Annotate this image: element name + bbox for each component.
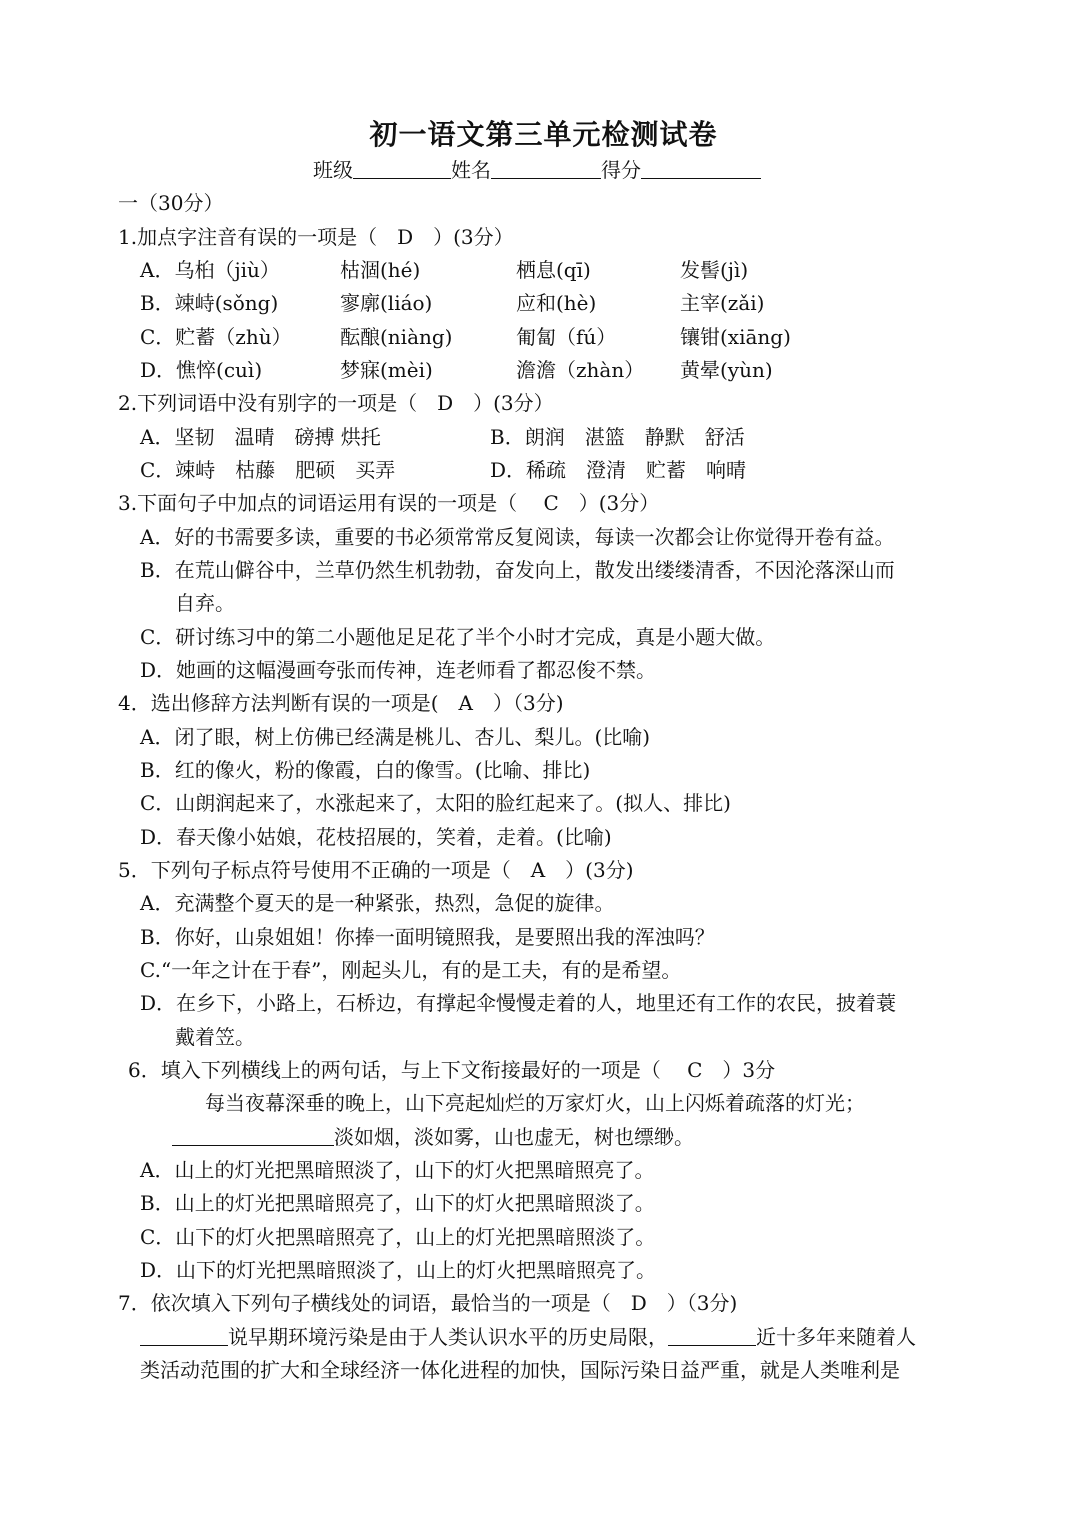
q1-a4: 发髻(jì)	[680, 258, 749, 282]
q5-option-a: A．充满整个夏天的是一种紧张，热烈，急促的旋律。	[140, 891, 615, 915]
q1-b2: 寥廓(liáo)	[340, 291, 433, 315]
q1-d4: 黄晕(yùn)	[680, 358, 773, 382]
q2-stem: 2.下列词语中没有别字的一项是（ D ）(3分）	[118, 391, 554, 415]
q7-blank-2	[668, 1325, 756, 1346]
q6-stem: 6．填入下列横线上的两句话，与上下文衔接最好的一项是（ C ）3分	[128, 1058, 776, 1082]
q4-option-a: A．闭了眼，树上仿佛已经满是桃儿、杏儿、梨儿。(比喻)	[140, 725, 651, 749]
q5-option-b: B．你好，山泉姐姐！你捧一面明镜照我，是要照出我的浑浊吗？	[140, 925, 715, 949]
q6-passage-line1: 每当夜幕深垂的晚上，山下亮起灿烂的万家灯火，山上闪烁着疏落的灯光；	[205, 1091, 865, 1115]
q1-b1: B．竦峙(sǒng)	[140, 291, 279, 315]
q1-row-a	[140, 255, 1040, 285]
q1-stem: 1.加点字注音有误的一项是（ D ）(3分）	[118, 225, 514, 249]
q6-option-b: B．山上的灯光把黑暗照亮了，山下的灯火把黑暗照淡了。	[140, 1191, 655, 1215]
q1-row-b	[140, 288, 1040, 318]
q4-option-b: B．红的像火，粉的像霞，白的像雪。(比喻、排比)	[140, 758, 591, 782]
q5-option-d-cont: 戴着笠。	[175, 1025, 255, 1049]
q1-b3: 应和(hè)	[516, 291, 597, 315]
q7-stem: 7．依次填入下列句子横线处的词语，最恰当的一项是（ D ）（3分)	[118, 1291, 738, 1315]
header-fields	[313, 155, 761, 185]
q5-option-c: C.“一年之计在于春”，刚起头儿，有的是工夫，有的是希望。	[140, 958, 682, 982]
name-blank	[491, 158, 601, 179]
q7-passage-line2: 类活动范围的扩大和全球经济一体化进程的加快，国际污染日益严重，就是人类唯利是	[140, 1358, 900, 1382]
q4-option-d: D．春天像小姑娘，花枝招展的，笑着，走着。(比喻)	[140, 825, 612, 849]
q1-d1: D．憔悴(cuì)	[140, 358, 263, 382]
q3-option-b: B．在荒山僻谷中，兰草仍然生机勃勃，奋发向上，散发出缕缕清香，不因沦落深山而	[140, 558, 895, 582]
q6-passage-text: 淡如烟，淡如雾，山也虚无，树也缥缈。	[334, 1125, 694, 1149]
q1-d3: 澹澹（zhàn）	[516, 358, 645, 382]
q7-text-2: 近十多年来随着人	[756, 1325, 916, 1349]
q1-c4: 镶钳(xiāng)	[680, 325, 791, 349]
q3-stem: 3.下面句子中加点的词语运用有误的一项是（ C ）(3分）	[118, 491, 660, 515]
q1-row-d	[140, 355, 1040, 385]
q1-a2: 枯涸(hé)	[340, 258, 421, 282]
q1-b4: 主宰(zǎi)	[680, 291, 765, 315]
q3-option-b-cont: 自弃。	[175, 591, 235, 615]
q6-passage-line2	[172, 1122, 694, 1152]
q1-d2: 梦寐(mèi)	[340, 358, 433, 382]
q2-option-a: A．坚韧 温晴 磅搏 烘托	[140, 425, 381, 449]
q2-option-c: C．竦峙 枯藤 肥硕 买弄	[140, 458, 396, 482]
class-blank	[353, 158, 451, 179]
q1-c3: 匍匐（fú）	[516, 325, 617, 349]
q6-option-a: A．山上的灯光把黑暗照淡了，山下的灯火把黑暗照亮了。	[140, 1158, 655, 1182]
q1-a3: 栖息(qī)	[516, 258, 591, 282]
q2-option-b: B．朗润 湛篮 静默 舒活	[490, 425, 745, 449]
score-label: 得分	[601, 158, 641, 182]
q3-option-d: D．她画的这幅漫画夸张而传神，连老师看了都忍俊不禁。	[140, 658, 657, 682]
page-title: 初一语文第三单元检测试卷	[369, 118, 718, 151]
q4-stem: 4．选出修辞方法判断有误的一项是( A ）（3分)	[118, 691, 564, 715]
q1-row-c	[140, 322, 1040, 352]
q5-option-d: D．在乡下，小路上，石桥边，有撑起伞慢慢走着的人，地里还有工作的农民，披着蓑	[140, 991, 897, 1015]
q3-option-a: A．好的书需要多读，重要的书必须常常反复阅读，每读一次都会让你觉得开卷有益。	[140, 525, 895, 549]
section-heading: 一（30分）	[118, 191, 224, 215]
q3-option-c: C．研讨练习中的第二小题他足足花了半个小时才完成，真是小题大做。	[140, 625, 776, 649]
q5-stem: 5．下列句子标点符号使用不正确的一项是（ A ）(3分)	[118, 858, 634, 882]
q4-option-c: C．山朗润起来了，水涨起来了，太阳的脸红起来了。(拟人、排比)	[140, 791, 731, 815]
q2-option-d: D．稀疏 澄清 贮蓄 响晴	[490, 458, 747, 482]
class-label: 班级	[313, 158, 353, 182]
q7-passage-line1	[140, 1322, 916, 1352]
name-label: 姓名	[451, 158, 491, 182]
q1-c1: C．贮蓄（zhù）	[140, 325, 292, 349]
q6-option-c: C．山下的灯火把黑暗照亮了，山上的灯光把黑暗照淡了。	[140, 1225, 656, 1249]
score-blank	[641, 158, 761, 179]
q1-c2: 酝酿(niàng)	[340, 325, 453, 349]
q7-text-1: 说早期环境污染是由于人类认识水平的历史局限，	[228, 1325, 668, 1349]
q7-blank-1	[140, 1325, 228, 1346]
q6-option-d: D．山下的灯光把黑暗照淡了，山上的灯火把黑暗照亮了。	[140, 1258, 657, 1282]
q1-a1: A．乌桕（jiù）	[140, 258, 280, 282]
q6-blank	[172, 1125, 334, 1146]
